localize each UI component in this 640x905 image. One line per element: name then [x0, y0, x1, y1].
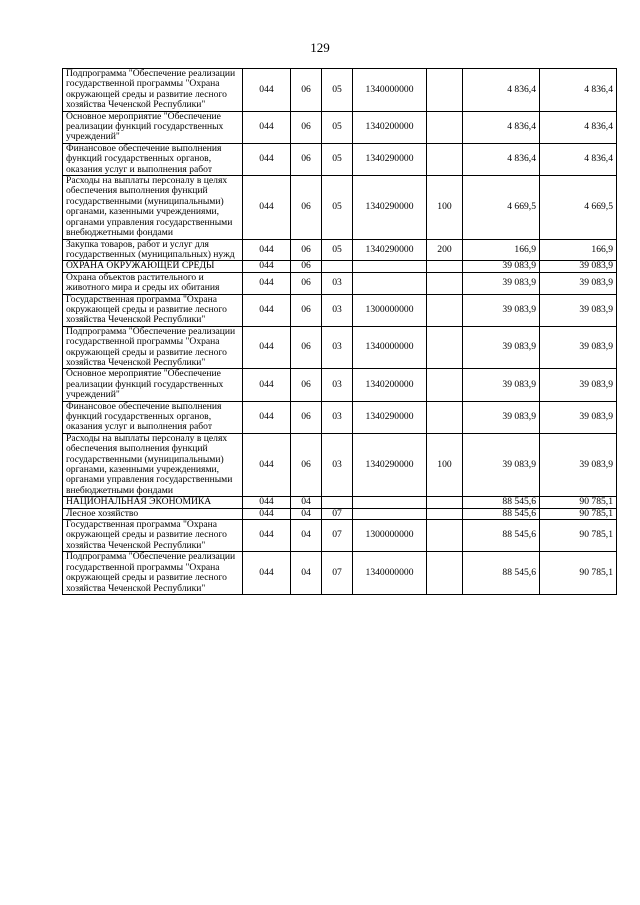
expense-type-cell — [427, 369, 463, 401]
sum-year-2-cell: 90 785,1 — [540, 497, 617, 508]
sum-year-2-cell: 4 836,4 — [540, 69, 617, 112]
sum-year-2-cell: 39 083,9 — [540, 326, 617, 369]
ministry-code-cell: 044 — [243, 401, 291, 433]
section-code-cell: 06 — [291, 143, 322, 175]
ministry-code-cell: 044 — [243, 239, 291, 261]
expense-type-cell — [427, 294, 463, 326]
ministry-code-cell: 044 — [243, 433, 291, 496]
expense-type-cell — [427, 143, 463, 175]
sum-year-1-cell: 39 083,9 — [463, 433, 540, 496]
target-article-cell: 1340290000 — [353, 143, 427, 175]
sum-year-1-cell: 39 083,9 — [463, 401, 540, 433]
subsection-code-cell: 03 — [322, 272, 353, 294]
sum-year-2-cell: 90 785,1 — [540, 552, 617, 595]
row-name-cell: Расходы на выплаты персоналу в целях обеспечения выполнения функций государственными (муниципальными) органами, казенными учреждениями, органами управления государственными внебюджетными фондами — [63, 176, 243, 239]
row-name-cell: Государственная программа "Охрана окружающей среды и развитие лесного хозяйства Чеченской Республики" — [63, 294, 243, 326]
row-name-cell: Лесное хозяйство — [63, 508, 243, 519]
sum-year-2-cell: 90 785,1 — [540, 508, 617, 519]
expense-type-cell — [427, 261, 463, 272]
section-code-cell: 06 — [291, 111, 322, 143]
subsection-code-cell: 07 — [322, 520, 353, 552]
table-row — [63, 508, 617, 519]
section-code-cell: 06 — [291, 401, 322, 433]
sum-year-2-cell: 4 836,4 — [540, 111, 617, 143]
ministry-code-cell: 044 — [243, 111, 291, 143]
row-name-cell: Основное мероприятие "Обеспечение реализации функций государственных учреждений" — [63, 111, 243, 143]
target-article-cell: 1340290000 — [353, 401, 427, 433]
row-name-cell: Закупка товаров, работ и услуг для государственных (муниципальных) нужд — [63, 239, 243, 261]
target-article-cell: 1300000000 — [353, 294, 427, 326]
target-article-cell — [353, 508, 427, 519]
section-code-cell: 06 — [291, 294, 322, 326]
table-row — [63, 143, 617, 175]
sum-year-1-cell: 88 545,6 — [463, 497, 540, 508]
ministry-code-cell: 044 — [243, 176, 291, 239]
table-row — [63, 111, 617, 143]
sum-year-1-cell: 39 083,9 — [463, 261, 540, 272]
sum-year-2-cell: 39 083,9 — [540, 369, 617, 401]
row-name-cell: Основное мероприятие "Обеспечение реализации функций государственных учреждений" — [63, 369, 243, 401]
table-row — [63, 497, 617, 508]
expense-type-cell — [427, 69, 463, 112]
ministry-code-cell: 044 — [243, 552, 291, 595]
row-name-cell: Государственная программа "Охрана окружающей среды и развитие лесного хозяйства Чеченской Республики" — [63, 520, 243, 552]
section-code-cell: 06 — [291, 239, 322, 261]
target-article-cell — [353, 261, 427, 272]
sum-year-1-cell: 166,9 — [463, 239, 540, 261]
section-code-cell: 04 — [291, 497, 322, 508]
sum-year-1-cell: 4 836,4 — [463, 69, 540, 112]
sum-year-1-cell: 39 083,9 — [463, 369, 540, 401]
sum-year-2-cell: 39 083,9 — [540, 272, 617, 294]
section-code-cell: 06 — [291, 261, 322, 272]
subsection-code-cell: 07 — [322, 508, 353, 519]
section-code-cell: 06 — [291, 326, 322, 369]
sum-year-2-cell: 39 083,9 — [540, 294, 617, 326]
subsection-code-cell: 05 — [322, 176, 353, 239]
row-name-cell: Расходы на выплаты персоналу в целях обеспечения выполнения функций государственными (муниципальными) органами, казенными учреждениями, органами управления государственными внебюджетными фондами — [63, 433, 243, 496]
row-name-cell: Финансовое обеспечение выполнения функций государственных органов, оказания услуг и выполнения работ — [63, 401, 243, 433]
subsection-code-cell: 05 — [322, 111, 353, 143]
expense-type-cell — [427, 326, 463, 369]
table-row — [63, 326, 617, 369]
row-name-cell: Финансовое обеспечение выполнения функций государственных органов, оказания услуг и выполнения работ — [63, 143, 243, 175]
sum-year-1-cell: 4 669,5 — [463, 176, 540, 239]
subsection-code-cell: 03 — [322, 433, 353, 496]
target-article-cell: 1340290000 — [353, 433, 427, 496]
expense-type-cell — [427, 272, 463, 294]
subsection-code-cell: 03 — [322, 369, 353, 401]
ministry-code-cell: 044 — [243, 143, 291, 175]
table-row — [63, 369, 617, 401]
row-name-cell: Подпрограмма "Обеспечение реализации государственной программы "Охрана окружающей среды и развитие лесного хозяйства Чеченской Республики" — [63, 69, 243, 112]
expense-type-cell — [427, 552, 463, 595]
table-row — [63, 520, 617, 552]
sum-year-2-cell: 39 083,9 — [540, 401, 617, 433]
section-code-cell: 06 — [291, 272, 322, 294]
target-article-cell: 1340000000 — [353, 552, 427, 595]
ministry-code-cell: 044 — [243, 69, 291, 112]
target-article-cell: 1300000000 — [353, 520, 427, 552]
target-article-cell: 1340000000 — [353, 326, 427, 369]
section-code-cell: 04 — [291, 552, 322, 595]
target-article-cell: 1340290000 — [353, 239, 427, 261]
subsection-code-cell: 05 — [322, 69, 353, 112]
sum-year-1-cell: 39 083,9 — [463, 272, 540, 294]
section-code-cell: 06 — [291, 176, 322, 239]
row-name-cell: Охрана объектов растительного и животного мира и среды их обитания — [63, 272, 243, 294]
expense-type-cell — [427, 497, 463, 508]
expense-type-cell — [427, 111, 463, 143]
subsection-code-cell: 05 — [322, 143, 353, 175]
ministry-code-cell: 044 — [243, 369, 291, 401]
subsection-code-cell: 05 — [322, 239, 353, 261]
row-name-cell: Подпрограмма "Обеспечение реализации государственной программы "Охрана окружающей среды и развитие лесного хозяйства Чеченской Республики" — [63, 552, 243, 595]
page-number: 129 — [310, 40, 330, 55]
target-article-cell: 1340290000 — [353, 176, 427, 239]
sum-year-2-cell: 39 083,9 — [540, 433, 617, 496]
sum-year-2-cell: 4 836,4 — [540, 143, 617, 175]
target-article-cell — [353, 497, 427, 508]
sum-year-2-cell: 39 083,9 — [540, 261, 617, 272]
table-row — [63, 176, 617, 239]
expense-type-cell — [427, 520, 463, 552]
table-body — [63, 69, 617, 595]
subsection-code-cell: 03 — [322, 401, 353, 433]
sum-year-1-cell: 88 545,6 — [463, 508, 540, 519]
expense-type-cell: 100 — [427, 176, 463, 239]
section-code-cell: 06 — [291, 433, 322, 496]
sum-year-1-cell: 39 083,9 — [463, 294, 540, 326]
budget-table — [62, 68, 617, 595]
target-article-cell: 1340200000 — [353, 369, 427, 401]
table-row — [63, 272, 617, 294]
row-name-cell: Подпрограмма "Обеспечение реализации государственной программы "Охрана окружающей среды и развитие лесного хозяйства Чеченской Республики" — [63, 326, 243, 369]
ministry-code-cell: 044 — [243, 497, 291, 508]
subsection-code-cell — [322, 497, 353, 508]
ministry-code-cell: 044 — [243, 272, 291, 294]
subsection-code-cell — [322, 261, 353, 272]
sum-year-2-cell: 166,9 — [540, 239, 617, 261]
sum-year-1-cell: 4 836,4 — [463, 143, 540, 175]
ministry-code-cell: 044 — [243, 326, 291, 369]
section-code-cell: 06 — [291, 369, 322, 401]
table-row — [63, 69, 617, 112]
target-article-cell: 1340000000 — [353, 69, 427, 112]
table-row — [63, 261, 617, 272]
section-code-cell: 06 — [291, 69, 322, 112]
section-code-cell: 04 — [291, 508, 322, 519]
target-article-cell: 1340200000 — [353, 111, 427, 143]
section-code-cell: 04 — [291, 520, 322, 552]
table-row — [63, 401, 617, 433]
expense-type-cell: 100 — [427, 433, 463, 496]
sum-year-1-cell: 4 836,4 — [463, 111, 540, 143]
ministry-code-cell: 044 — [243, 294, 291, 326]
table-row — [63, 239, 617, 261]
ministry-code-cell: 044 — [243, 261, 291, 272]
table-row — [63, 552, 617, 595]
row-name-cell: НАЦИОНАЛЬНАЯ ЭКОНОМИКА — [63, 497, 243, 508]
target-article-cell — [353, 272, 427, 294]
expense-type-cell: 200 — [427, 239, 463, 261]
row-name-cell: ОХРАНА ОКРУЖАЮЩЕЙ СРЕДЫ — [63, 261, 243, 272]
subsection-code-cell: 07 — [322, 552, 353, 595]
table-row — [63, 294, 617, 326]
expense-type-cell — [427, 401, 463, 433]
expense-type-cell — [427, 508, 463, 519]
sum-year-1-cell: 88 545,6 — [463, 552, 540, 595]
table-row — [63, 433, 617, 496]
ministry-code-cell: 044 — [243, 520, 291, 552]
sum-year-1-cell: 88 545,6 — [463, 520, 540, 552]
sum-year-1-cell: 39 083,9 — [463, 326, 540, 369]
subsection-code-cell: 03 — [322, 294, 353, 326]
sum-year-2-cell: 90 785,1 — [540, 520, 617, 552]
subsection-code-cell: 03 — [322, 326, 353, 369]
sum-year-2-cell: 4 669,5 — [540, 176, 617, 239]
ministry-code-cell: 044 — [243, 508, 291, 519]
